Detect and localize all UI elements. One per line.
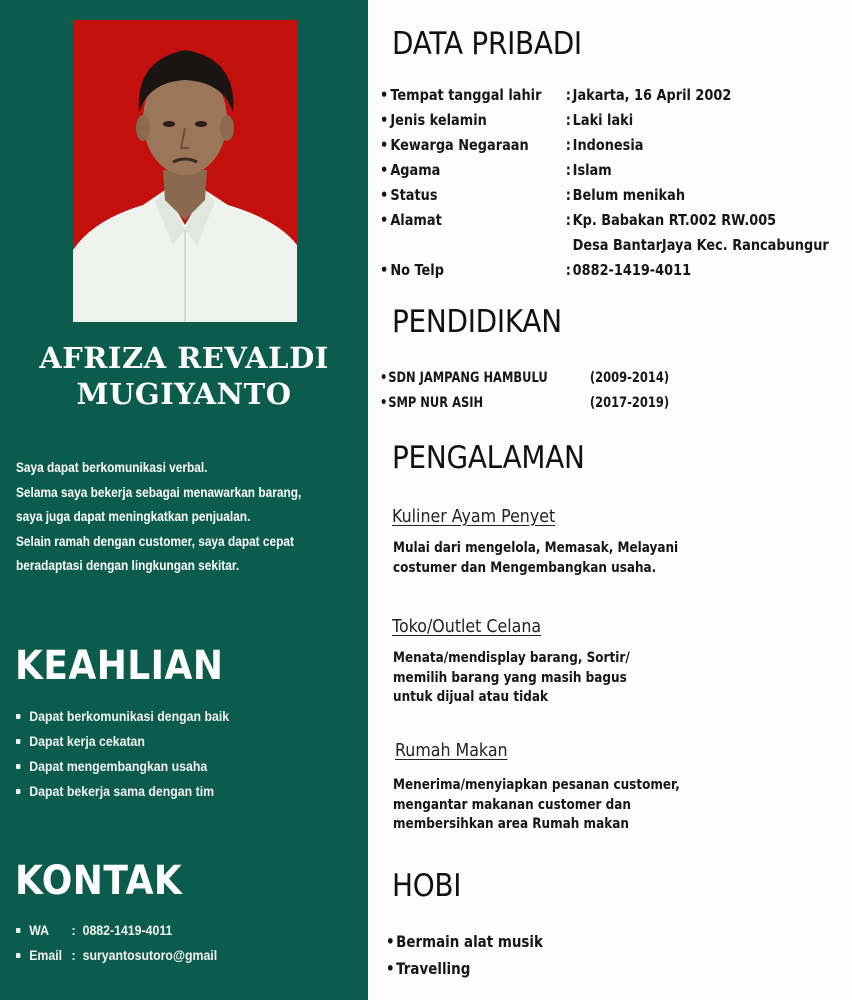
job-desc-line: membersihkan area Rumah makan xyxy=(393,816,629,832)
bullet-icon xyxy=(16,953,20,958)
job-desc-line: untuk dijual atau tidak xyxy=(393,689,548,705)
field-value: Islam xyxy=(572,161,612,179)
job-desc-line: memilih barang yang masih bagus xyxy=(393,669,627,686)
hobbies-heading: HOBI xyxy=(392,868,462,904)
skill-label: Dapat kerja cekatan xyxy=(29,733,145,749)
personal-row xyxy=(380,258,829,283)
contact-heading: KONTAK xyxy=(15,858,183,904)
field-label: Kewarga Negaraan xyxy=(390,136,529,154)
bullet-icon: • xyxy=(380,370,388,386)
field-label: No Telp xyxy=(390,261,444,279)
education-heading: PENDIDIKAN xyxy=(392,304,562,340)
job-desc-line: Menerima/menyiapkan pesanan customer, xyxy=(393,777,680,793)
bullet-icon: • xyxy=(380,86,389,104)
personal-row xyxy=(380,208,829,258)
bullet-icon: • xyxy=(380,261,389,279)
job-title: Kuliner Ayam Penyet xyxy=(392,506,556,527)
contact-label: Email xyxy=(29,947,63,963)
colon: : xyxy=(565,111,571,129)
bullet-icon: • xyxy=(380,211,389,229)
contact-item-email xyxy=(16,943,217,968)
school-years: (2017-2019) xyxy=(589,395,670,411)
job-description xyxy=(393,649,630,708)
field-value: Jakarta, 16 April 2002 xyxy=(572,86,732,104)
name-line-2: MUGIYANTO xyxy=(76,377,292,411)
bullet-icon: • xyxy=(380,111,389,129)
hobbies-list xyxy=(386,928,543,982)
skill-item xyxy=(16,729,229,754)
colon: : xyxy=(565,136,571,154)
bullet-icon xyxy=(16,928,20,933)
colon: : xyxy=(565,186,571,204)
person-portrait-icon xyxy=(73,20,297,322)
job-desc-line: costumer dan Mengembangkan usaha. xyxy=(393,559,657,576)
summary-line: saya juga dapat meningkatkan penjualan. xyxy=(16,509,251,524)
full-name xyxy=(0,340,368,412)
bullet-icon: • xyxy=(386,959,395,978)
education-item xyxy=(380,391,669,416)
school-years: (2009-2014) xyxy=(589,370,670,386)
field-value: Indonesia xyxy=(572,136,644,154)
personal-data-heading: DATA PRIBADI xyxy=(392,26,582,62)
profile-summary xyxy=(16,456,361,579)
contact-value-phone: 0882-1419-4011 xyxy=(82,922,173,938)
colon: : xyxy=(565,211,571,229)
personal-row xyxy=(380,83,829,108)
job-description xyxy=(393,539,678,578)
bullet-icon: • xyxy=(380,186,389,204)
hobby-label: Bermain alat musik xyxy=(396,932,543,951)
contact-separator: : xyxy=(71,947,76,963)
field-value: Laki laki xyxy=(572,111,634,129)
hobby-label: Travelling xyxy=(396,959,471,978)
field-value-address xyxy=(573,208,829,258)
skill-item xyxy=(16,754,229,779)
address-line: Desa BantarJaya Kec. Rancabungur xyxy=(572,236,829,254)
summary-line: Saya dapat berkomunikasi verbal. xyxy=(16,460,208,475)
school-name: SMP NUR ASIH xyxy=(388,395,484,411)
skill-label: Dapat bekerja sama dengan tim xyxy=(29,783,215,799)
name-line-1: AFRIZA REVALDI xyxy=(39,341,329,375)
personal-row xyxy=(380,133,829,158)
contact-separator: : xyxy=(71,922,76,938)
contact-list xyxy=(16,918,217,968)
field-value: Belum menikah xyxy=(572,186,686,204)
experience-heading: PENGALAMAN xyxy=(392,440,585,476)
colon: : xyxy=(565,86,571,104)
school-name: SDN JAMPANG HAMBULU xyxy=(388,370,548,386)
skill-label: Dapat berkomunikasi dengan baik xyxy=(29,708,230,724)
summary-line: Selama saya bekerja sebagai menawarkan barang, xyxy=(16,484,302,500)
skills-list xyxy=(16,704,229,804)
summary-line: beradaptasi dengan lingkungan sekitar. xyxy=(16,558,240,573)
field-label: Tempat tanggal lahir xyxy=(390,86,542,104)
field-value: 0882-1419-4011 xyxy=(572,261,692,279)
bullet-icon: • xyxy=(380,136,389,154)
job-title: Toko/Outlet Celana xyxy=(392,616,542,637)
sidebar xyxy=(0,0,368,1000)
job-desc-line: Menata/mendisplay barang, Sortir/ xyxy=(393,650,630,666)
skill-label: Dapat mengembangkan usaha xyxy=(29,758,208,774)
skill-item xyxy=(16,704,229,729)
field-label: Agama xyxy=(390,161,441,179)
hobby-item xyxy=(386,928,543,955)
profile-photo xyxy=(73,20,297,322)
contact-value-email: suryantosutoro@gmail xyxy=(82,947,218,963)
bullet-icon xyxy=(16,764,20,769)
job-description xyxy=(393,776,680,835)
personal-row xyxy=(380,183,829,208)
bullet-icon: • xyxy=(386,932,395,951)
personal-row xyxy=(380,158,829,183)
field-label: Jenis kelamin xyxy=(390,111,487,129)
colon: : xyxy=(565,261,571,279)
bullet-icon xyxy=(16,739,20,744)
skills-heading: KEAHLIAN xyxy=(15,643,224,689)
bullet-icon: • xyxy=(380,161,389,179)
education-list xyxy=(380,366,669,416)
personal-data-list xyxy=(380,83,829,283)
address-line: Kp. Babakan RT.002 RW.005 xyxy=(572,211,777,229)
bullet-icon xyxy=(16,714,20,719)
personal-row xyxy=(380,108,829,133)
colon: : xyxy=(565,161,571,179)
field-label: Alamat xyxy=(390,211,442,229)
main-content xyxy=(368,0,852,1000)
job-desc-line: Mulai dari mengelola, Memasak, Melayani xyxy=(393,540,679,556)
contact-item-wa xyxy=(16,918,217,943)
skill-item xyxy=(16,779,229,804)
hobby-item xyxy=(386,955,543,982)
contact-label: WA xyxy=(29,922,50,938)
education-item xyxy=(380,366,669,391)
field-label: Status xyxy=(390,186,438,204)
bullet-icon xyxy=(16,789,20,794)
summary-line: Selain ramah dengan customer, saya dapat cepat xyxy=(16,533,294,549)
bullet-icon: • xyxy=(380,395,388,411)
job-desc-line: mengantar makanan customer dan xyxy=(393,796,631,813)
job-title: Rumah Makan xyxy=(395,740,508,761)
